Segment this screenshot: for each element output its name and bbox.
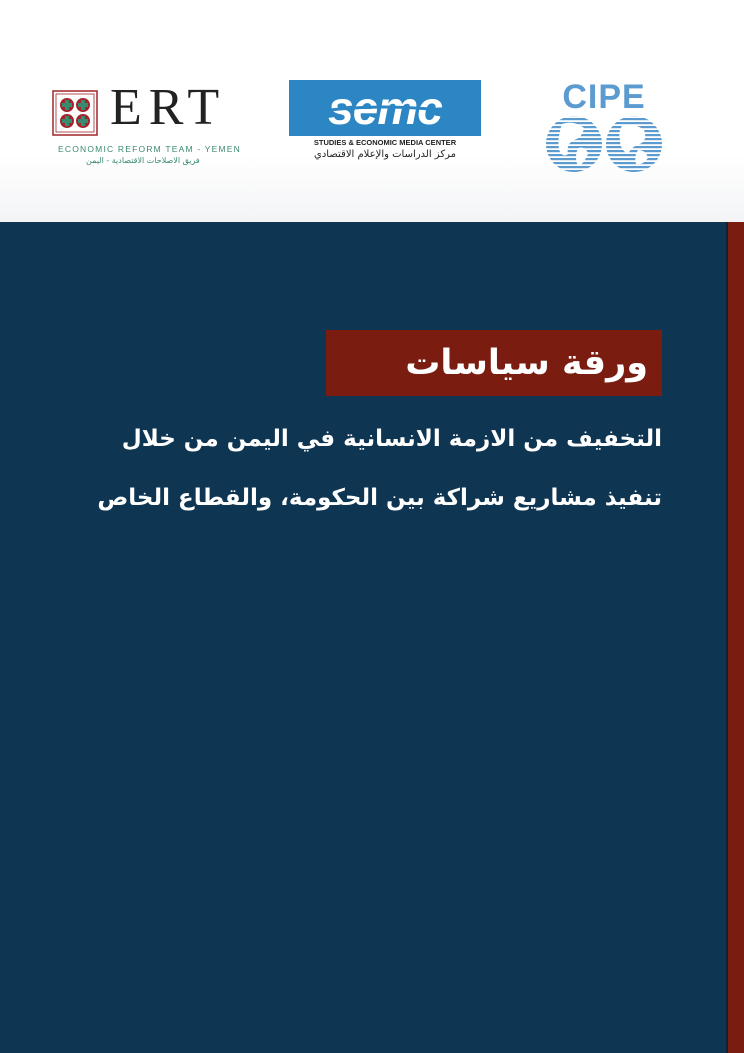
side-accent-stripe [726, 222, 744, 1053]
document-type-label: ورقة سياسات [405, 343, 648, 383]
semc-arabic-name: مركز الدراسات والإعلام الاقتصادي [314, 149, 456, 160]
cipe-logo [542, 80, 666, 174]
ert-emblem-icon [52, 90, 98, 136]
document-type-badge [326, 330, 662, 396]
ert-english-name: ECONOMIC REFORM TEAM - YEMEN [58, 144, 241, 154]
semc-english-name: STUDIES & ECONOMIC MEDIA CENTER [313, 138, 457, 147]
svg-text:semc: semc [328, 82, 442, 134]
semc-badge-icon [289, 80, 481, 136]
cipe-wordmark: CIPE [562, 78, 646, 116]
ert-logo [52, 79, 242, 172]
ert-arabic-name: فريق الاصلاحات الاقتصادية - اليمن [86, 156, 200, 165]
logo-header [0, 0, 744, 222]
title-line-1: التخفيف من الازمة الانسانية في اليمن من خلال [121, 426, 662, 452]
title-line-2: تنفيذ مشاريع شراكة بين الحكومة، والقطاع الخاص [97, 485, 662, 511]
ert-wordmark: ERT [110, 79, 227, 136]
semc-logo [289, 80, 481, 170]
globe-icon [544, 114, 664, 174]
